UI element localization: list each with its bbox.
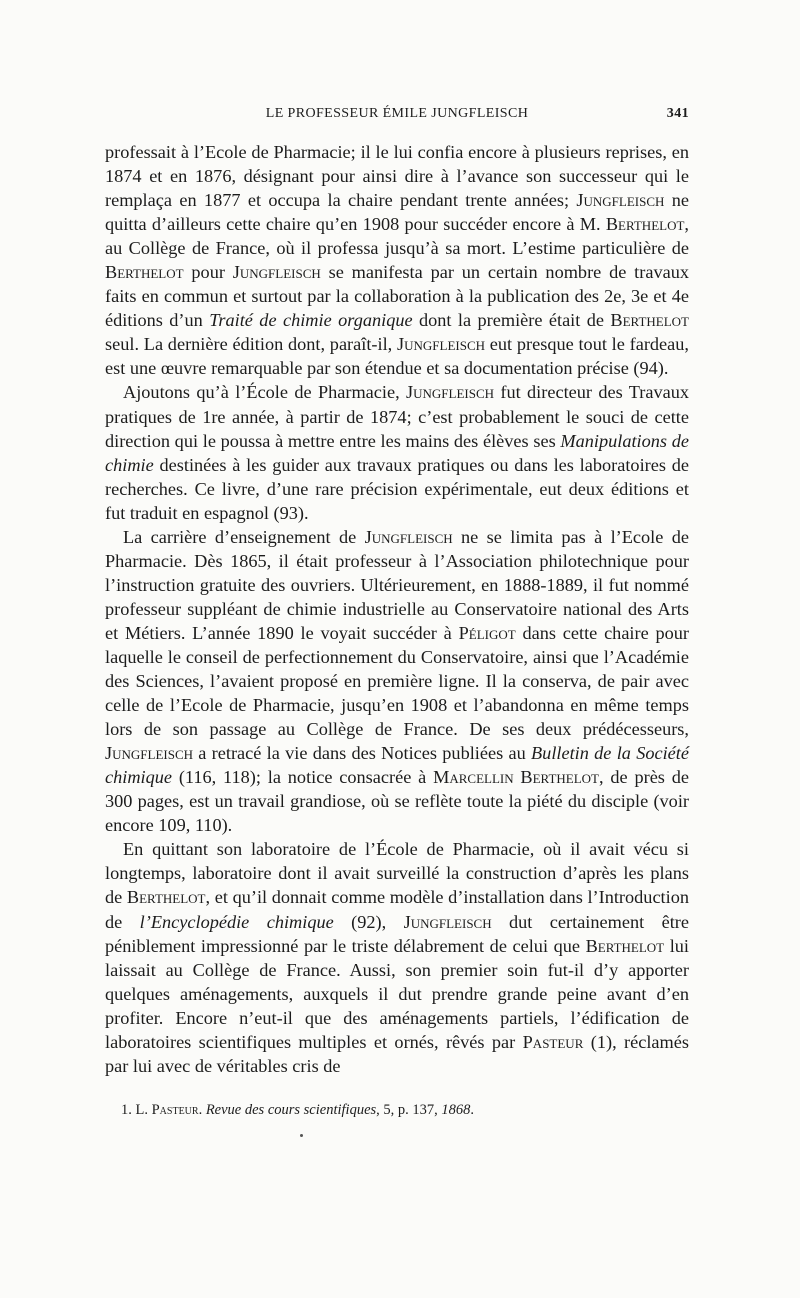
paragraph: En quittant son laboratoire de l’École de Pharmacie, où il avait vécu si longtemps, laboratoire dont il avait surveillé la construction d’après les plans de Berthelot, et qu’il donnait comme modèle d’installation dans l’Introduction de l’Encyclopédie chimique (92), Jungfleisch dut certainement être péniblement impressionné par le triste délabrement de celui que Berthelot lui laissait au Collège de France. Aussi, son premier soin fut-il d’y apporter quelques aménagements, auxquels il dut prendre grande peine avant d’en profiter. Encore n’eut-il que des aménagements partiels, l’édification de laboratoires scientifiques multiples et ornés, rêvés par Pasteur (1), réclamés par lui avec de véritables cris de	[105, 839, 690, 1076]
print-speck	[300, 1134, 303, 1137]
footnote-ref[interactable]: (1)	[590, 1031, 613, 1052]
footnote: 1. L. Pasteur. Revue des cours scientifiques, 5, p. 137, 1868.	[121, 1102, 475, 1118]
paragraph: professait à l’Ecole de Pharmacie; il le lui confia encore à plusieurs reprises, en 1874 et en 1876, désignant pour ainsi dire à l’avance son successeur qui le remplaça en 1877 et occupa la chaire pendant trente années; Jungfleisch ne quitta d’ailleurs cette chaire qu’en 1908 pour succéder encore à M. Berthelot, au Collège de France, où il professa jusqu’à sa mort. L’estime particulière de Berthelot pour Jungfleisch se manifesta par un certain nombre de travaux faits en commun et surtout par la collaboration à la publication des 2e, 3e et 4e éditions d’un Traité de chimie organique dont la première était de Berthelot seul. La dernière édition dont, paraît-il, Jungfleisch eut presque tout le fardeau, est une œuvre remarquable par son étendue et sa documentation précise (94).	[105, 142, 690, 379]
paragraph: Ajoutons qu’à l’École de Pharmacie, Jungfleisch fut directeur des Travaux pratiques de 1re année, à partir de 1874; c’est probablement le souci de cette direction qui le poussa à mettre entre les mains des élèves ses Manipulations de chimie destinées à les guider aux travaux pratiques ou dans les laboratoires de recherches. Ce livre, d’une rare précision expérimentale, eut deux éditions et fut traduit en espagnol (93).	[105, 382, 689, 523]
body-text	[105, 140, 689, 1078]
page-number: 341	[666, 106, 689, 121]
running-title: LE PROFESSEUR ÉMILE JUNGFLEISCH	[265, 106, 529, 121]
paragraph: La carrière d’enseignement de Jungfleisch ne se limita pas à l’Ecole de Pharmacie. Dès 1865, il était professeur à l’Association philotechnique pour l’instruction gratuite des ouvriers. Ultérieurement, en 1888-1889, il fut nommé professeur suppléant de chimie industrielle au Conservatoire national des Arts et Métiers. L’année 1890 le voyait succéder à Péligot dans cette chaire pour laquelle le conseil de perfectionnement du Conservatoire, ainsi que l’Académie des Sciences, l’avaient proposé en première ligne. Il la conserva, de pair avec celle de l’Ecole de Pharmacie, jusqu’en 1908 et l’abandonna en même temps lors de son passage au Collège de France. De ses deux prédécesseurs, Jungfleisch a retracé la vie dans des Notices publiées au Bulletin de la Société chimique (116, 118); la notice consacrée à Marcellin Berthelot, de près de 300 pages, est un travail grandiose, où se reflète toute la piété du disciple (voir encore 109, 110).	[105, 526, 690, 836]
running-head	[105, 104, 689, 130]
